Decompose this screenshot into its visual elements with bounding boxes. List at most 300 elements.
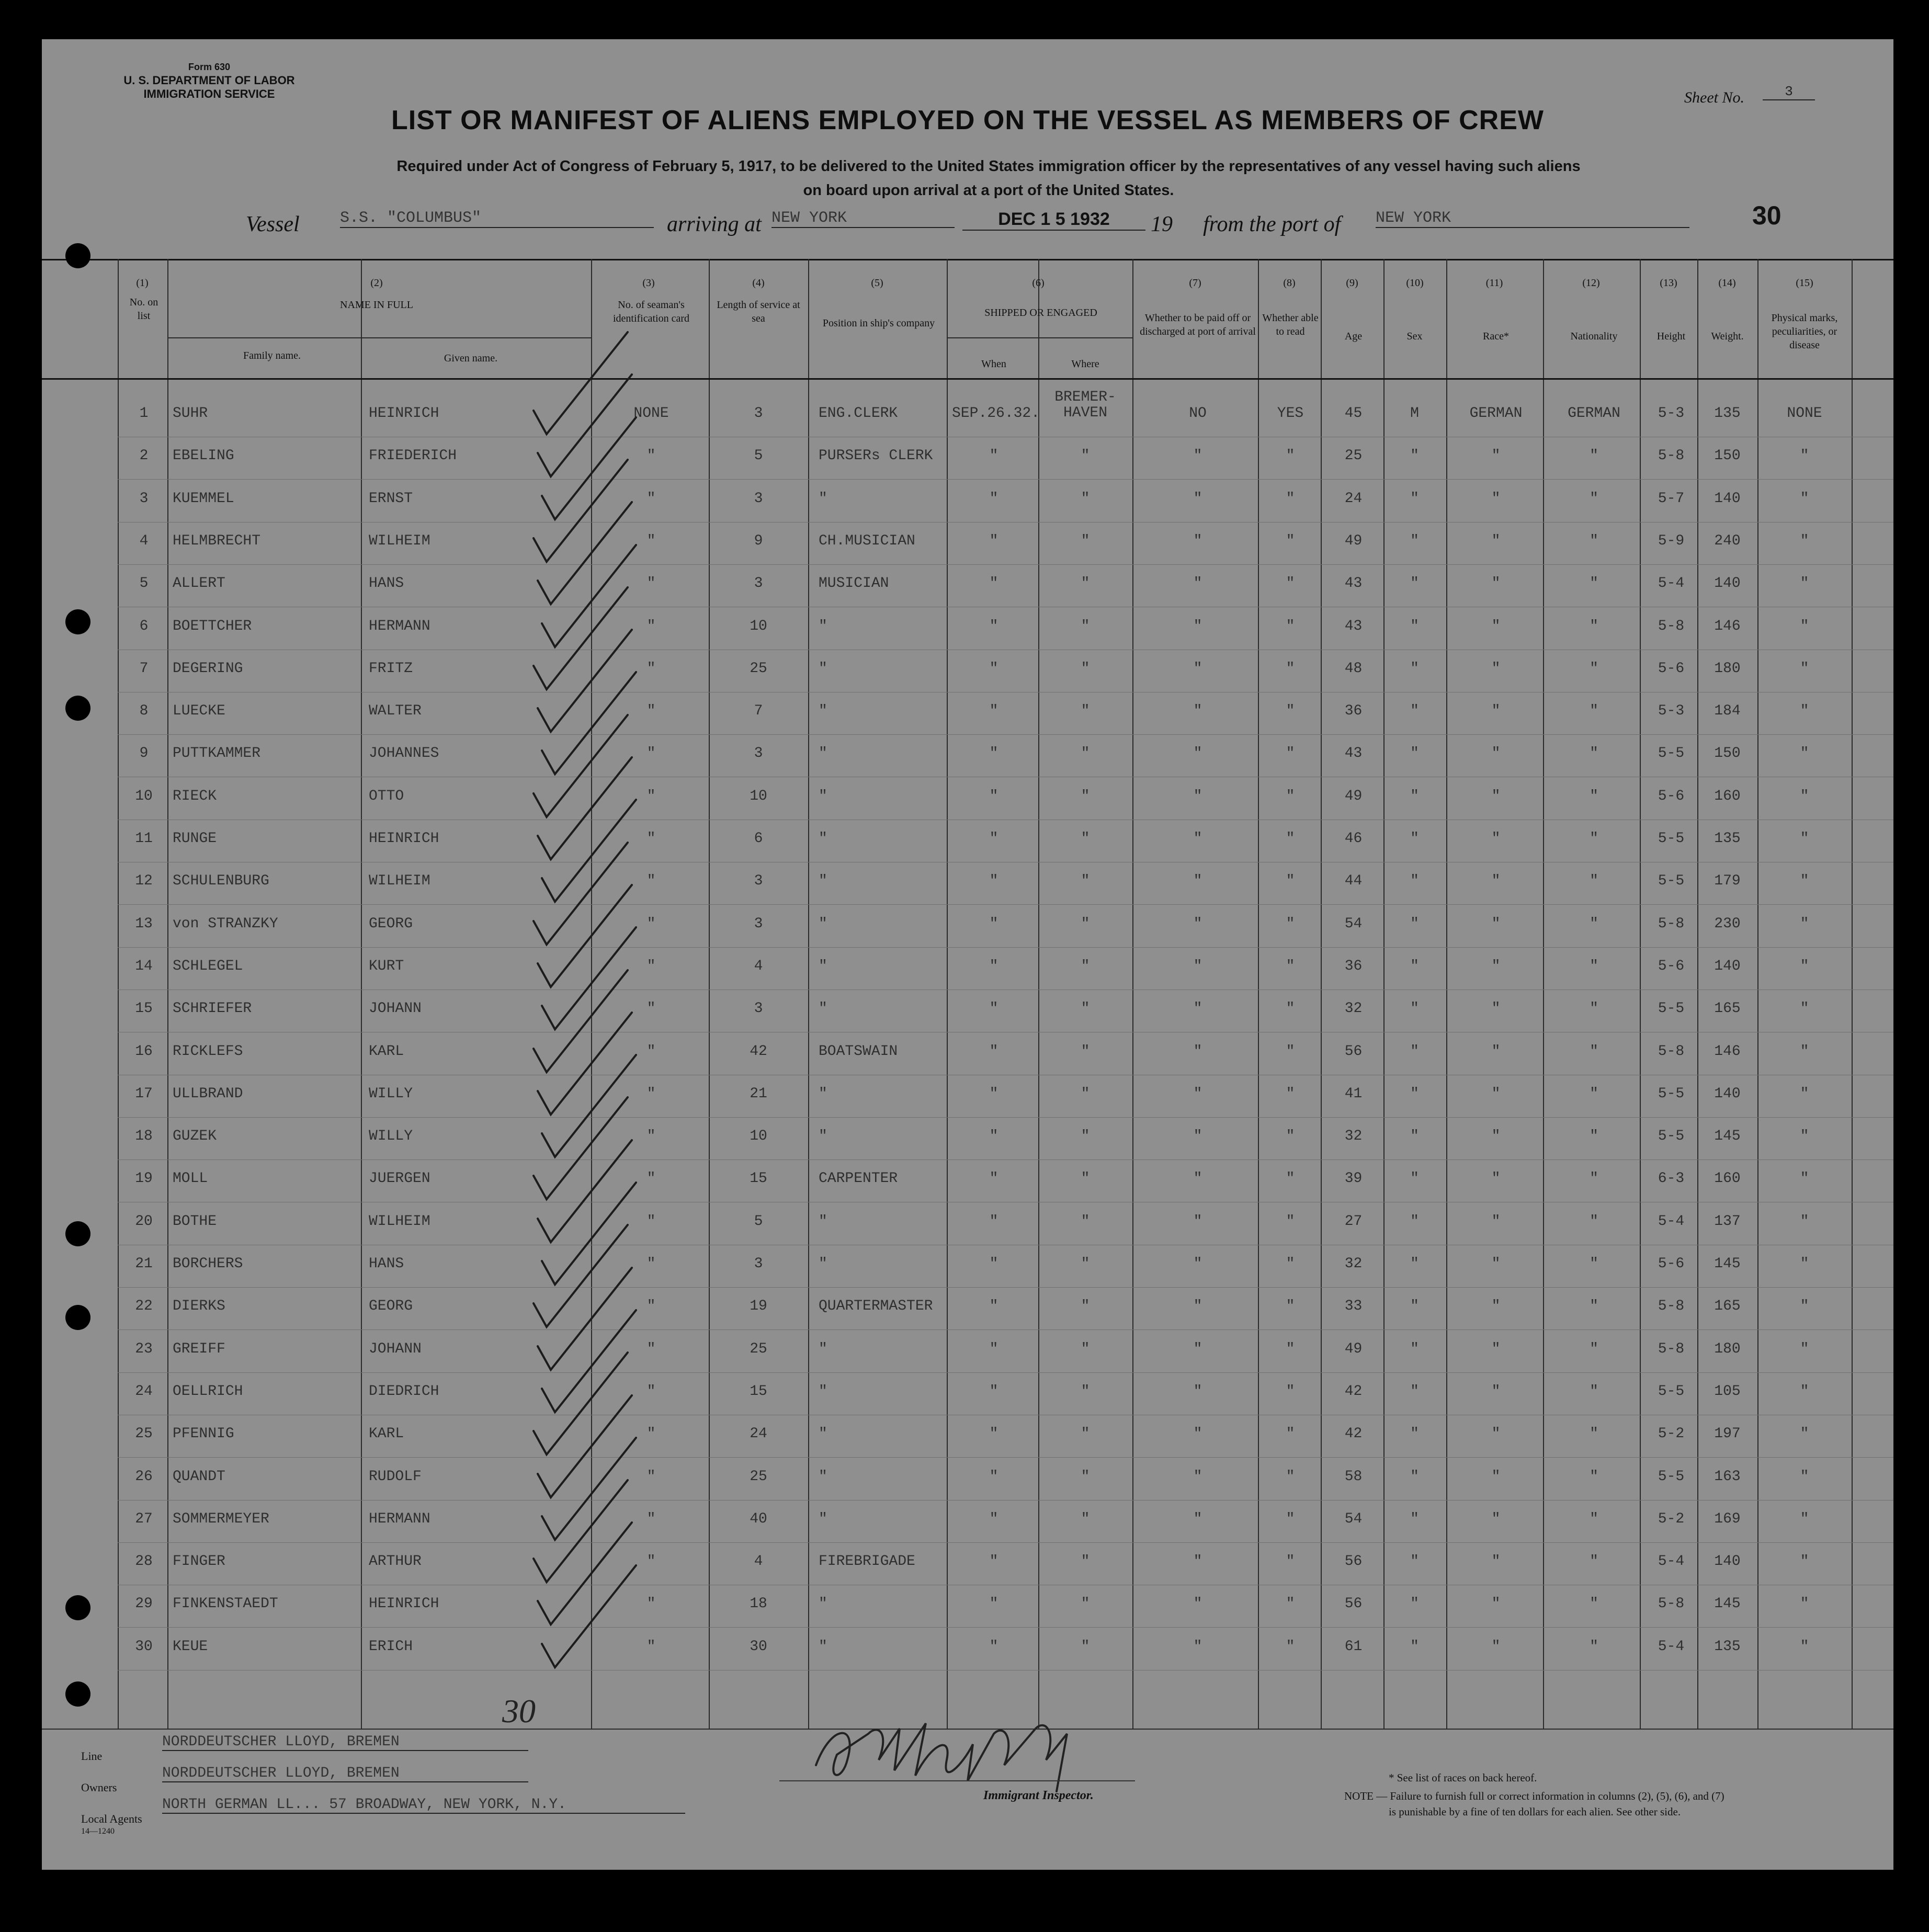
height: 5-2 — [1658, 1426, 1685, 1442]
position: " — [819, 1086, 827, 1102]
able-read-ditto: " — [1286, 1639, 1295, 1655]
family-name: DEGERING — [173, 661, 243, 677]
physical-ditto: " — [1800, 1086, 1809, 1102]
given-name: OTTO — [369, 788, 404, 804]
age: 39 — [1344, 1170, 1363, 1187]
row-number: 23 — [135, 1341, 153, 1357]
given-name: FRITZ — [369, 661, 413, 677]
weight: 135 — [1714, 405, 1741, 422]
row-number: 20 — [135, 1213, 153, 1230]
id-card-ditto: " — [646, 618, 656, 634]
nationality-ditto: " — [1590, 1511, 1598, 1527]
age: 49 — [1344, 788, 1363, 804]
weight: 150 — [1714, 448, 1741, 464]
able-read-ditto: " — [1286, 1511, 1295, 1527]
race-ditto: " — [1491, 1639, 1501, 1655]
weight: 137 — [1714, 1213, 1741, 1230]
position: " — [819, 1596, 827, 1612]
id-card-ditto: " — [646, 661, 656, 677]
agency-line-2: IMMIGRATION SERVICE — [143, 87, 275, 100]
family-name: RIECK — [173, 788, 217, 804]
nationality-ditto: " — [1590, 1043, 1598, 1060]
age: 44 — [1344, 873, 1363, 889]
row-number: 2 — [139, 448, 149, 464]
able-read-ditto: " — [1286, 533, 1295, 549]
height: 5-3 — [1658, 405, 1685, 422]
able-read-ditto: " — [1286, 958, 1295, 974]
id-card-ditto: " — [646, 1086, 656, 1102]
weight: 197 — [1714, 1426, 1741, 1442]
able-read-ditto: " — [1286, 1341, 1295, 1357]
where-ditto: " — [1081, 1426, 1090, 1442]
length-of-service: 10 — [750, 618, 767, 634]
check-mark-stroke — [538, 1522, 632, 1624]
check-mark-stroke — [538, 630, 632, 732]
age: 43 — [1344, 618, 1363, 634]
age: 49 — [1344, 533, 1363, 549]
where-ditto: " — [1081, 958, 1090, 974]
weight: 105 — [1714, 1383, 1741, 1400]
sex-ditto: " — [1410, 1298, 1419, 1314]
physical-ditto: " — [1800, 1298, 1809, 1314]
height: 5-7 — [1658, 491, 1685, 507]
length-of-service: 3 — [754, 1256, 763, 1272]
where-ditto: " — [1081, 1001, 1090, 1017]
height: 5-8 — [1658, 1298, 1685, 1314]
nationality-ditto: " — [1590, 491, 1598, 507]
able-read-ditto: " — [1286, 1213, 1295, 1230]
sex-ditto: " — [1410, 1086, 1419, 1102]
age: 32 — [1344, 1256, 1363, 1272]
header-when: When — [981, 358, 1006, 370]
height: 5-5 — [1658, 745, 1685, 762]
able-read-ditto: " — [1286, 788, 1295, 804]
sex-ditto: " — [1410, 916, 1419, 932]
able-read-ditto: " — [1286, 1383, 1295, 1400]
race-ditto: " — [1491, 1426, 1501, 1442]
position: CH.MUSICIAN — [819, 533, 915, 549]
nationality-ditto: " — [1590, 1469, 1598, 1485]
nationality-ditto: " — [1590, 1086, 1598, 1102]
id-card-ditto: " — [646, 1128, 656, 1144]
id-card-ditto: " — [646, 1213, 656, 1230]
physical-ditto: " — [1800, 703, 1809, 719]
row-number: 19 — [135, 1170, 153, 1187]
physical-ditto: " — [1800, 448, 1809, 464]
length-of-service: 25 — [750, 1341, 767, 1357]
paid-off-ditto: " — [1193, 873, 1202, 889]
paid-off-ditto: " — [1193, 831, 1202, 847]
age: 58 — [1344, 1469, 1363, 1485]
length-of-service: 10 — [750, 1128, 767, 1144]
physical-ditto: " — [1800, 1213, 1809, 1230]
column-number-15: (15) — [1796, 277, 1813, 289]
when-ditto: " — [989, 1170, 998, 1187]
when-ditto: " — [989, 1213, 998, 1230]
position: PURSERs CLERK — [819, 448, 933, 464]
age: 56 — [1344, 1043, 1363, 1060]
length-of-service: 24 — [750, 1426, 767, 1442]
position: QUARTERMASTER — [819, 1298, 933, 1314]
weight: 160 — [1714, 788, 1741, 804]
height: 5-3 — [1658, 703, 1685, 719]
from-port: NEW YORK — [1376, 209, 1689, 228]
position: BOATSWAIN — [819, 1043, 898, 1060]
height: 5-8 — [1658, 916, 1685, 932]
weight: 140 — [1714, 575, 1741, 592]
check-mark-stroke — [534, 1225, 628, 1327]
check-mark-stroke — [534, 460, 628, 562]
length-of-service: 18 — [750, 1596, 767, 1612]
paid-off-ditto: " — [1193, 1639, 1202, 1655]
length-of-service: 21 — [750, 1086, 767, 1102]
where-ditto: " — [1081, 1596, 1090, 1612]
physical-ditto: " — [1800, 1426, 1809, 1442]
sex-ditto: " — [1410, 1256, 1419, 1272]
row-number: 1 — [139, 405, 149, 422]
nationality-ditto: " — [1590, 1213, 1598, 1230]
nationality-ditto: " — [1590, 1341, 1598, 1357]
nationality-ditto: " — [1590, 618, 1598, 634]
column-number-3: (3) — [642, 277, 655, 289]
family-name: SCHLEGEL — [173, 958, 243, 974]
header-shipped-engaged: SHIPPED OR ENGAGED — [984, 307, 1097, 319]
when-ditto: " — [989, 575, 998, 592]
header-length-service: Length of service at sea — [717, 299, 800, 324]
race-ditto: " — [1491, 491, 1501, 507]
agency-line-1: U. S. DEPARTMENT OF LABOR — [123, 74, 295, 87]
family-name: MOLL — [173, 1170, 208, 1187]
sex-ditto: " — [1410, 1341, 1419, 1357]
row1-nationality: GERMAN — [1568, 405, 1620, 422]
position: FIREBRIGADE — [819, 1553, 915, 1570]
vessel-label: Vessel — [246, 212, 300, 236]
nationality-ditto: " — [1590, 1128, 1598, 1144]
race-ditto: " — [1491, 1341, 1501, 1357]
row-number: 30 — [135, 1639, 153, 1655]
sheet-number-label: Sheet No. — [1684, 89, 1744, 106]
given-name: WILLY — [369, 1128, 413, 1144]
length-of-service: 5 — [754, 448, 763, 464]
race-ditto: " — [1491, 1001, 1501, 1017]
length-of-service: 25 — [750, 1469, 767, 1485]
position: " — [819, 1639, 827, 1655]
column-number-10: (10) — [1406, 277, 1424, 289]
where-ditto: " — [1081, 1213, 1090, 1230]
given-name: ARTHUR — [369, 1553, 422, 1570]
where-ditto: " — [1081, 1469, 1090, 1485]
family-name: HELMBRECHT — [173, 533, 261, 549]
row-number: 26 — [135, 1469, 153, 1485]
where-ditto: " — [1081, 1639, 1090, 1655]
check-mark-stroke — [534, 970, 628, 1072]
agents-value: NORTH GERMAN LL... 57 BROADWAY, NEW YORK, N.Y. — [162, 1797, 685, 1814]
age: 46 — [1344, 831, 1363, 847]
row-number: 12 — [135, 873, 153, 889]
where-ditto: " — [1081, 745, 1090, 762]
given-name: KURT — [369, 958, 404, 974]
height: 5-4 — [1658, 1639, 1685, 1655]
age: 61 — [1344, 1639, 1363, 1655]
fine-note-line-1: NOTE — Failure to furnish full or correct information in columns (2), (5), (6), and (7) — [1344, 1790, 1724, 1802]
age: 36 — [1344, 958, 1363, 974]
when-ditto: " — [989, 1001, 998, 1017]
row-number: 29 — [135, 1596, 153, 1612]
row-number: 22 — [135, 1298, 153, 1314]
age: 43 — [1344, 575, 1363, 592]
length-of-service: 4 — [754, 958, 763, 974]
family-name: BORCHERS — [173, 1256, 243, 1272]
sex-ditto: " — [1410, 533, 1419, 549]
paid-off-ditto: " — [1193, 491, 1202, 507]
physical-ditto: " — [1800, 916, 1809, 932]
paid-off-ditto: " — [1193, 958, 1202, 974]
header-physical: Physical marks, peculiarities, or disease — [1771, 312, 1838, 351]
age: 41 — [1344, 1086, 1363, 1102]
family-name: QUANDT — [173, 1469, 225, 1485]
paid-off-ditto: " — [1193, 1553, 1202, 1570]
paid-off-ditto: " — [1193, 1511, 1202, 1527]
age: 45 — [1344, 405, 1363, 422]
family-name: von STRANZKY — [173, 916, 278, 932]
weight: 140 — [1714, 1553, 1741, 1570]
when-ditto: " — [989, 1256, 998, 1272]
sex-ditto: " — [1410, 661, 1419, 677]
header-given-name: Given name. — [444, 353, 498, 364]
column-number-11: (11) — [1485, 277, 1503, 289]
race-ditto: " — [1491, 958, 1501, 974]
age: 25 — [1344, 448, 1363, 464]
header-able-read: Whether able to read — [1262, 312, 1319, 337]
sex-ditto: " — [1410, 1469, 1419, 1485]
physical-ditto: " — [1800, 1341, 1809, 1357]
height: 5-5 — [1658, 873, 1685, 889]
able-read-ditto: " — [1286, 1469, 1295, 1485]
family-name: OELLRICH — [173, 1383, 243, 1400]
nationality-ditto: " — [1590, 1256, 1598, 1272]
paid-off-ditto: " — [1193, 661, 1202, 677]
nationality-ditto: " — [1590, 448, 1598, 464]
subtitle-line-1: Required under Act of Congress of February 5, 1917, to be delivered to the United States immigration officer by the representatives of any vessel having such aliens — [396, 158, 1581, 175]
when-ditto: " — [989, 1043, 998, 1060]
where-ditto: " — [1081, 575, 1090, 592]
when-ditto: " — [989, 618, 998, 634]
length-of-service: 15 — [750, 1383, 767, 1400]
id-card-ditto: " — [646, 831, 656, 847]
position: " — [819, 1383, 827, 1400]
check-mark-stroke — [534, 715, 628, 817]
race-ditto: " — [1491, 1596, 1501, 1612]
position: " — [819, 1001, 827, 1017]
where-ditto: " — [1081, 618, 1090, 634]
id-card-ditto: " — [646, 703, 656, 719]
race-ditto: " — [1491, 575, 1501, 592]
line-label: Line — [81, 1749, 103, 1763]
position: " — [819, 1511, 827, 1527]
given-name: JOHANN — [369, 1341, 422, 1357]
where-ditto: " — [1081, 1511, 1090, 1527]
age: 27 — [1344, 1213, 1363, 1230]
nationality-ditto: " — [1590, 703, 1598, 719]
when-ditto: " — [989, 491, 998, 507]
family-name: PUTTKAMMER — [173, 745, 261, 762]
position: MUSICIAN — [819, 575, 889, 592]
given-name: GEORG — [369, 1298, 413, 1314]
given-name: HANS — [369, 575, 404, 592]
weight: 140 — [1714, 958, 1741, 974]
family-name: RICKLEFS — [173, 1043, 243, 1060]
column-number-14: (14) — [1718, 277, 1736, 289]
physical-ditto: " — [1800, 873, 1809, 889]
physical-ditto: " — [1800, 1256, 1809, 1272]
given-name: WALTER — [369, 703, 422, 719]
when-ditto: " — [989, 1341, 998, 1357]
age: 42 — [1344, 1383, 1363, 1400]
weight: 230 — [1714, 916, 1741, 932]
position: " — [819, 958, 827, 974]
able-read-ditto: " — [1286, 661, 1295, 677]
when-ditto: " — [989, 788, 998, 804]
when-ditto: " — [989, 745, 998, 762]
position: " — [819, 661, 827, 677]
race-ditto: " — [1491, 661, 1501, 677]
height: 5-5 — [1658, 1086, 1685, 1102]
given-name: HEINRICH — [369, 831, 439, 847]
position: " — [819, 745, 827, 762]
header-position: Position in ship's company — [822, 317, 935, 329]
row-number: 13 — [135, 916, 153, 932]
length-of-service: 42 — [750, 1043, 767, 1060]
races-note: * See list of races on back hereof. — [1389, 1771, 1537, 1784]
column-number-6: (6) — [1032, 277, 1045, 289]
length-of-service: 30 — [750, 1639, 767, 1655]
nationality-ditto: " — [1590, 1426, 1598, 1442]
position: " — [819, 491, 827, 507]
race-ditto: " — [1491, 1383, 1501, 1400]
where-ditto: " — [1081, 1298, 1090, 1314]
weight: 163 — [1714, 1469, 1741, 1485]
weight: 150 — [1714, 745, 1741, 762]
header-name-in-full: NAME IN FULL — [340, 299, 413, 311]
fine-note-line-2: is punishable by a fine of ten dollars for each alien. See other side. — [1389, 1805, 1681, 1818]
paid-off-ditto: " — [1193, 1256, 1202, 1272]
check-mark-stroke — [538, 502, 632, 604]
header-nationality: Nationality — [1570, 331, 1618, 342]
height: 5-5 — [1658, 1383, 1685, 1400]
id-card-ditto: " — [646, 448, 656, 464]
check-mark-stroke — [534, 843, 628, 945]
paid-off-ditto: " — [1193, 916, 1202, 932]
row1-position: ENG.CLERK — [819, 405, 898, 422]
header-sex: Sex — [1406, 331, 1423, 342]
race-ditto: " — [1491, 1128, 1501, 1144]
race-ditto: " — [1491, 831, 1501, 847]
height: 5-5 — [1658, 1001, 1685, 1017]
nationality-ditto: " — [1590, 1553, 1598, 1570]
physical-ditto: " — [1800, 491, 1809, 507]
race-ditto: " — [1491, 1553, 1501, 1570]
position: CARPENTER — [819, 1170, 898, 1187]
nationality-ditto: " — [1590, 1001, 1598, 1017]
check-mark-stroke — [534, 587, 628, 689]
position: " — [819, 831, 827, 847]
race-ditto: " — [1491, 703, 1501, 719]
weight: 145 — [1714, 1256, 1741, 1272]
id-card-ditto: " — [646, 1001, 656, 1017]
race-ditto: " — [1491, 916, 1501, 932]
paid-off-ditto: " — [1193, 1086, 1202, 1102]
race-ditto: " — [1491, 1043, 1501, 1060]
height: 5-6 — [1658, 788, 1685, 804]
able-read-ditto: " — [1286, 1298, 1295, 1314]
form-number: Form 630 — [188, 62, 231, 72]
sex-ditto: " — [1410, 1213, 1419, 1230]
paid-off-ditto: " — [1193, 533, 1202, 549]
given-name: HEINRICH — [369, 1596, 439, 1612]
sex-ditto: " — [1410, 1128, 1419, 1144]
position: " — [819, 1426, 827, 1442]
where-ditto: " — [1081, 1086, 1090, 1102]
family-name: ALLERT — [173, 575, 225, 592]
height: 5-8 — [1658, 1341, 1685, 1357]
header-paid-off: Whether to be paid off or discharged at port of arrival — [1140, 312, 1256, 337]
sex-ditto: " — [1410, 1639, 1419, 1655]
race-ditto: " — [1491, 1213, 1501, 1230]
id-card-ditto: " — [646, 916, 656, 932]
arriving-port: NEW YORK — [771, 209, 955, 228]
row-number: 17 — [135, 1086, 153, 1102]
height: 6-3 — [1658, 1170, 1685, 1187]
paid-off-ditto: " — [1193, 1596, 1202, 1612]
where-ditto: " — [1081, 491, 1090, 507]
family-name: SOMMERMEYER — [173, 1511, 269, 1527]
column-number-4: (4) — [752, 277, 765, 289]
height: 5-5 — [1658, 1469, 1685, 1485]
given-name: KARL — [369, 1043, 404, 1060]
sex-ditto: " — [1410, 873, 1419, 889]
physical-ditto: " — [1800, 1469, 1809, 1485]
nationality-ditto: " — [1590, 958, 1598, 974]
arriving-label: arriving at — [667, 212, 762, 236]
able-read-ditto: " — [1286, 618, 1295, 634]
given-name: GEORG — [369, 916, 413, 932]
weight: 145 — [1714, 1596, 1741, 1612]
column-number-12: (12) — [1582, 277, 1600, 289]
nationality-ditto: " — [1590, 1170, 1598, 1187]
position: " — [819, 1128, 827, 1144]
length-of-service: 10 — [750, 788, 767, 804]
given-name: ERICH — [369, 1639, 413, 1655]
height: 5-8 — [1658, 1043, 1685, 1060]
row1-when: SEP.26.32. — [952, 405, 1040, 422]
when-ditto: " — [989, 1639, 998, 1655]
physical-ditto: " — [1800, 533, 1809, 549]
where-ditto: " — [1081, 916, 1090, 932]
nationality-ditto: " — [1590, 788, 1598, 804]
height: 5-2 — [1658, 1511, 1685, 1527]
sheet-number-value: 3 — [1763, 84, 1815, 100]
given-name: FRIEDERICH — [369, 448, 457, 464]
able-read-ditto: " — [1286, 1086, 1295, 1102]
where-ditto: " — [1081, 533, 1090, 549]
family-name: DIERKS — [173, 1298, 225, 1314]
weight: 146 — [1714, 618, 1741, 634]
given-name: KARL — [369, 1426, 404, 1442]
family-name: SUHR — [173, 405, 208, 422]
binder-hole — [65, 1305, 90, 1330]
length-of-service: 3 — [754, 873, 763, 889]
row1-able-read: YES — [1277, 405, 1304, 422]
